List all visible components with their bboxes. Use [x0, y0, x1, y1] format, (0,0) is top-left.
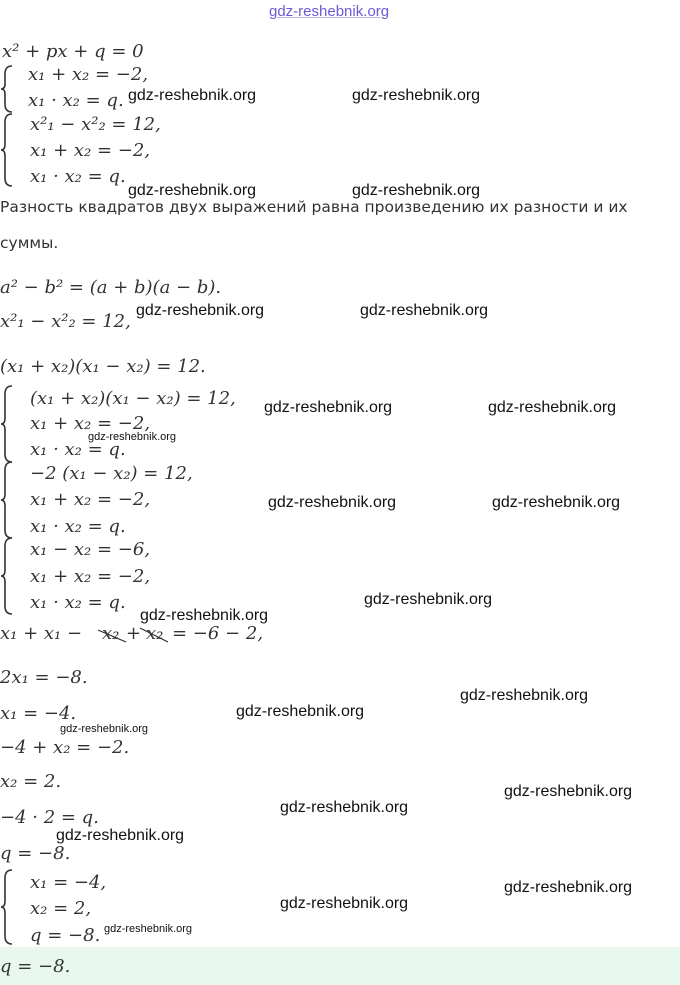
equation-addition-plus: + — [126, 623, 142, 644]
equation-quadratic: x² + px + q = 0 — [2, 41, 144, 62]
strike-mark — [96, 622, 176, 646]
system-brace — [0, 64, 14, 114]
watermark-text: gdz-reshebnik.org — [264, 399, 393, 416]
watermark-text: gdz-reshebnik.org — [140, 607, 269, 624]
watermark-text-small: gdz-reshebnik.org — [60, 723, 149, 735]
equation-line: (x₁ + x₂)(x₁ − x₂) = 12, — [30, 388, 236, 409]
equation-line: x₁ · x₂ = q. — [30, 439, 126, 460]
watermark-text: gdz-reshebnik.org — [488, 399, 617, 416]
equation-line: −4 · 2 = q. — [0, 807, 99, 828]
watermark-text-small: gdz-reshebnik.org — [104, 923, 193, 935]
watermark-text: gdz-reshebnik.org — [352, 182, 481, 199]
equation-line: x₂ = 2, — [30, 898, 92, 919]
watermark-text: gdz-reshebnik.org — [492, 494, 621, 511]
equation-line: x₁ − x₂ = −6, — [30, 539, 151, 560]
equation-line: −2 (x₁ − x₂) = 12, — [30, 463, 193, 484]
system-brace — [0, 460, 14, 540]
equation-line: x²₁ − x²₂ = 12, — [30, 114, 161, 135]
watermark-text: gdz-reshebnik.org — [56, 827, 185, 844]
explanation-text: Разность квадратов двух выражений равна произведению их разности и их — [0, 198, 628, 216]
system-brace — [0, 868, 14, 946]
system-brace — [0, 384, 14, 464]
equation-line: x₁ = −4, — [30, 872, 107, 893]
watermark-text: gdz-reshebnik.org — [460, 687, 589, 704]
watermark-text: gdz-reshebnik.org — [280, 895, 409, 912]
system-brace — [0, 112, 14, 188]
equation-line: x₁ + x₂ = −2, — [30, 140, 151, 161]
equation-line: x₁ · x₂ = q. — [28, 90, 124, 111]
equation-line: (x₁ + x₂)(x₁ − x₂) = 12. — [0, 356, 206, 377]
equation-line: q = −8. — [30, 925, 101, 946]
answer-box — [0, 947, 680, 985]
equation-line: x₂ = 2. — [0, 771, 62, 792]
watermark-text: gdz-reshebnik.org — [128, 87, 257, 104]
equation-line: 2x₁ = −8. — [0, 667, 88, 688]
explanation-text: суммы. — [0, 234, 59, 252]
equation-line: x₁ + x₂ = −2, — [30, 489, 151, 510]
equation-line: x₁ + x₂ = −2, — [28, 64, 149, 85]
watermark-text: gdz-reshebnik.org — [136, 302, 265, 319]
equation-line: x₁ · x₂ = q. — [30, 592, 126, 613]
watermark-text: gdz-reshebnik.org — [268, 494, 397, 511]
equation-line: x₁ · x₂ = q. — [30, 166, 126, 187]
equation-line: q = −8. — [0, 843, 71, 864]
struck-term: x₂ — [102, 623, 120, 644]
watermark-text: gdz-reshebnik.org — [236, 703, 365, 720]
watermark-text: gdz-reshebnik.org — [504, 879, 633, 896]
answer-text: q = −8. — [0, 956, 71, 977]
watermark-text-small: gdz-reshebnik.org — [88, 431, 177, 443]
watermark-text: gdz-reshebnik.org — [280, 799, 409, 816]
equation-line: −4 + x₂ = −2. — [0, 737, 130, 758]
watermark-text: gdz-reshebnik.org — [364, 591, 493, 608]
watermark-text: gdz-reshebnik.org — [352, 87, 481, 104]
struck-term: x₂ — [146, 623, 164, 644]
formula-difference-of-squares: a² − b² = (a + b)(a − b). — [0, 277, 222, 298]
site-header-link[interactable]: gdz-reshebnik.org — [269, 3, 390, 20]
watermark-text: gdz-reshebnik.org — [504, 783, 633, 800]
equation-line: x²₁ − x²₂ = 12, — [0, 311, 131, 332]
watermark-text: gdz-reshebnik.org — [360, 302, 489, 319]
equation-addition-right: = −6 − 2, — [172, 623, 264, 644]
equation-line: x₁ = −4. — [0, 703, 77, 724]
equation-addition-left: x₁ + x₁ − — [0, 623, 83, 644]
equation-line: x₁ + x₂ = −2, — [30, 413, 151, 434]
system-brace — [0, 536, 14, 616]
watermark-text: gdz-reshebnik.org — [128, 182, 257, 199]
equation-line: x₁ · x₂ = q. — [30, 516, 126, 537]
equation-line: x₁ + x₂ = −2, — [30, 566, 151, 587]
